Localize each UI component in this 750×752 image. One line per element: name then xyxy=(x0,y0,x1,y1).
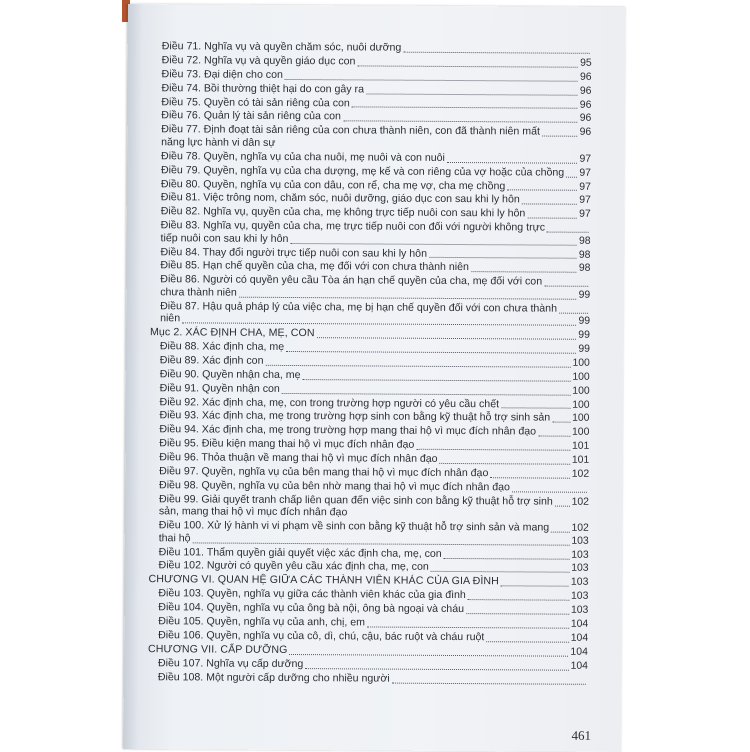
toc-page-number: 104 xyxy=(570,646,589,658)
toc-entry-title: niên xyxy=(160,312,181,325)
toc-entry-title: Điều 106. Quyền, nghĩa vụ của cô, dì, chú, cậu, bác ruột và cháu ruột xyxy=(158,629,485,644)
toc-entry-title: Điều 91. Quyền nhận con xyxy=(159,381,280,395)
toc-dot-leader xyxy=(289,654,568,657)
toc-page-number: 100 xyxy=(572,427,590,439)
toc-dot-leader xyxy=(343,121,578,123)
toc-page-number: 99 xyxy=(578,329,591,341)
toc-page-number: 100 xyxy=(572,357,590,369)
toc-entry-title: Điều 104. Quyền, nghĩa vụ của ông bà nội, ông bà ngoại và cháu xyxy=(158,601,465,616)
toc-dot-leader xyxy=(538,436,570,437)
toc-dot-leader xyxy=(522,204,578,205)
toc-page-number: 102 xyxy=(571,522,589,535)
toc-page-number: 95 xyxy=(580,57,592,69)
toc-page-number: 96 xyxy=(579,127,592,139)
toc-dot-leader xyxy=(403,52,589,54)
toc-entry-title: Điều 90. Quyền nhận cha, mẹ xyxy=(159,367,301,381)
toc-entry-title: Điều 85. Hạn chế quyền của cha, mẹ đối với con chưa thành niên xyxy=(160,259,469,274)
toc-dot-leader xyxy=(282,393,571,396)
toc-entry-title: tiếp nuôi con sau khi ly hôn xyxy=(160,231,289,245)
toc-entry xyxy=(150,300,590,317)
page-number: 461 xyxy=(571,727,592,743)
toc-page-number: 102 xyxy=(571,468,590,480)
toc-entry-title: Điều 99. Giải quyết tranh chấp liên quan đến việc sinh con bằng kỹ thuật hỗ trợ sinh xyxy=(158,493,553,508)
toc-entry-title: CHƯƠNG VI. QUAN HỆ GIỮA CÁC THÀNH VIÊN KHÁC CỦA GIA ĐÌNH xyxy=(148,573,499,588)
toc-entry-title: Điều 78. Quyền, nghĩa vụ của cha nuôi, mẹ nuôi và con nuôi xyxy=(161,149,445,164)
toc-entry-title: Điều 89. Xác định con xyxy=(159,354,264,367)
toc-page-number: 96 xyxy=(579,85,592,97)
toc-dot-leader xyxy=(367,626,569,628)
toc-page-number: 103 xyxy=(571,535,589,547)
toc-dot-leader xyxy=(486,641,568,643)
toc-entry-title: thai hộ xyxy=(158,531,191,545)
toc-page-number: 103 xyxy=(571,590,589,603)
toc-page-number: 101 xyxy=(571,454,590,466)
toc-dot-leader xyxy=(429,257,577,259)
toc-dot-leader xyxy=(357,65,578,67)
toc-dot-leader xyxy=(542,136,578,137)
toc-page-number: 100 xyxy=(572,371,590,383)
toc-dot-leader xyxy=(547,232,589,233)
toc-dot-leader xyxy=(551,532,569,533)
toc-entry-title: Điều 103. Quyền, nghĩa vụ giữa các thành viên khác của gia đình xyxy=(158,587,466,602)
toc-page-number: 104 xyxy=(570,618,589,630)
toc-dot-leader xyxy=(447,162,578,164)
toc-page-number: 97 xyxy=(579,153,592,165)
toc-entry-title: Điều 93. Xác định cha, mẹ trong trường hợp sinh con bằng kỹ thuật hỗ trợ sinh sản xyxy=(159,409,551,425)
toc-entry-title: Điều 80. Quyền, nghĩa vụ của con dâu, con rể, cha mẹ vợ, cha mẹ chồng xyxy=(160,177,506,192)
toc-page-number: 97 xyxy=(579,167,592,179)
toc-dot-leader xyxy=(544,286,588,287)
toc-entry-title: Điều 86. Người có quyền yêu cầu Tòa án hạn chế quyền của cha, mẹ đối với con xyxy=(160,273,543,288)
toc-dot-leader xyxy=(507,190,577,191)
toc-dot-leader xyxy=(501,408,570,409)
toc-entry-title: Điều 100. Xử lý hành vi vi phạm về sinh con bằng kỹ thuật hỗ trợ sinh sản và mang xyxy=(158,519,550,534)
toc-page-number: 103 xyxy=(571,563,589,575)
toc-entry-title: Điều 105. Quyền, nghĩa vụ của anh, chị, em xyxy=(158,615,365,629)
toc-dot-leader xyxy=(431,571,569,573)
toc-entry-title: Điều 101. Thẩm quyền giải quyết việc xác định cha, mẹ, con xyxy=(158,545,442,560)
toc-entry-title: Điều 97. Quyền, nghĩa vụ của bên mang thai hộ vì mục đích nhân đạo xyxy=(159,465,489,480)
toc-entry-title: Điều 77. Định đoạt tài sản riêng của con chưa thành niên, con đã thành niên mất xyxy=(161,123,540,138)
toc-page-number: 104 xyxy=(570,632,589,644)
toc-dot-leader xyxy=(239,296,577,299)
toc-page-number: 97 xyxy=(579,181,591,193)
toc-dot-leader xyxy=(290,243,577,246)
toc-page-number: 100 xyxy=(572,413,590,425)
toc-dot-leader xyxy=(501,586,569,587)
toc-entry-title: Điều 87. Hậu quả pháp lý của việc cha, mẹ bị hạn chế quyền đối với con chưa thành xyxy=(160,299,558,315)
toc-dot-leader xyxy=(440,463,570,465)
toc-entry xyxy=(148,671,588,688)
toc-page-number: 96 xyxy=(579,71,592,83)
toc-entry-title: CHƯƠNG VII. CẤP DƯỠNG xyxy=(148,642,288,656)
toc-page-number: 99 xyxy=(578,315,591,328)
toc-page-number: 99 xyxy=(578,343,590,355)
toc-page-number: 96 xyxy=(579,113,592,125)
toc-page-number: 103 xyxy=(570,577,589,589)
toc-entry-title: Điều 108. Một người cấp dưỡng cho nhiều người xyxy=(157,670,390,685)
toc-entry-title: Điều 96. Thỏa thuận về mang thai hộ vì mục đích nhân đạo xyxy=(159,451,438,466)
toc-entry-title: Điều 79. Quyền, nghĩa vụ của cha dượng, mẹ kế và con riêng của vợ hoặc của chồng xyxy=(160,163,565,179)
toc-page-number: 102 xyxy=(571,496,589,508)
toc-entry-title: Điều 92. Xác định cha, mẹ, con trong trường hợp người có yêu cầu chết xyxy=(159,395,500,410)
toc-entry-title: Điều 81. Việc trông nom, chăm sóc, nuôi dưỡng, giáo dục con sau khi ly hôn xyxy=(160,191,520,206)
toc-entry-title: Điều 94. Xác định cha, mẹ trong trường hợp mang thai hộ vì mục đích nhân đạo xyxy=(159,423,537,438)
toc-dot-leader xyxy=(471,271,577,273)
toc-entry-title: năng lực hành vi dân sự xyxy=(161,136,276,149)
toc-dot-leader xyxy=(527,218,577,219)
toc-entry-title: Điều 107. Nghĩa vụ cấp dưỡng xyxy=(157,656,304,670)
toc-dot-leader xyxy=(265,365,570,368)
toc-entry-title: Điều 84. Thay đổi người trực tiếp nuôi con sau khi ly hôn xyxy=(160,245,428,260)
toc-entry-title: Điều 76. Quản lý tài sản riêng của con xyxy=(161,109,341,123)
toc-entry-title: Điều 75. Quyền có tài sản riêng của con xyxy=(161,95,350,109)
toc-dot-leader xyxy=(392,682,586,684)
toc-entry-title: Điều 73. Đại diện cho con xyxy=(161,67,283,81)
toc-dot-leader xyxy=(512,491,587,492)
toc-page-number: 97 xyxy=(579,195,591,207)
toc-dot-leader xyxy=(193,542,570,545)
toc-dot-leader xyxy=(559,312,588,313)
toc-page-number: 98 xyxy=(578,249,591,261)
toc-page-number: 96 xyxy=(579,99,592,111)
toc-dot-leader xyxy=(555,505,570,506)
toc-entry-title: chưa thành niên xyxy=(160,286,237,299)
toc-entry xyxy=(149,519,589,536)
toc-dot-leader xyxy=(416,449,570,451)
toc-dot-leader xyxy=(286,351,576,354)
toc-dot-leader xyxy=(468,599,569,601)
toc-dot-leader xyxy=(490,477,569,478)
toc-page-number: 98 xyxy=(578,263,591,275)
toc-dot-leader xyxy=(302,379,570,382)
toc-entry-title: Điều 82. Nghĩa vụ, quyền của cha, mẹ không trực tiếp nuôi con sau khi ly hôn xyxy=(160,205,526,220)
toc-entry-title: Điều 98. Quyền, nghĩa vụ của bên nhờ mang thai hộ vì mục đích nhân đạo xyxy=(159,479,510,494)
toc-entry-title: Điều 95. Điều kiện mang thai hộ vì mục đích nhân đạo xyxy=(159,437,415,452)
book-page xyxy=(123,4,626,752)
table-of-contents xyxy=(148,40,592,687)
toc-page-number: 100 xyxy=(572,385,590,397)
toc-entry-title: Điều 72. Nghĩa vụ và quyền giáo dục con xyxy=(161,54,356,68)
toc-page-number: 100 xyxy=(572,399,590,411)
toc-entry-title: Mục 2. XÁC ĐỊNH CHA, MẸ, CON xyxy=(149,326,315,340)
toc-dot-leader xyxy=(444,557,570,559)
toc-dot-leader xyxy=(366,93,578,95)
toc-entry-title: Điều 102. Người có quyền yêu cầu xác định cha, mẹ, con xyxy=(158,559,429,574)
toc-page-number: 97 xyxy=(579,209,591,221)
toc-page-number: 104 xyxy=(570,660,588,672)
toc-entry-title: Điều 71. Nghĩa vụ và quyền chăm sóc, nuôi dưỡng xyxy=(161,40,402,54)
toc-entry-title: sản, mang thai hộ vì mục đích nhân đạo xyxy=(158,505,348,519)
toc-entry-title: Điều 74. Bồi thường thiệt hại do con gây ra xyxy=(161,81,365,96)
toc-dot-leader xyxy=(317,337,577,340)
toc-page-number: 101 xyxy=(571,440,590,453)
toc-dot-leader xyxy=(466,613,569,615)
toc-dot-leader xyxy=(566,176,577,177)
toc-dot-leader xyxy=(352,107,578,109)
toc-page-number: 98 xyxy=(578,235,591,247)
toc-page-number: 103 xyxy=(571,549,589,561)
toc-dot-leader xyxy=(182,322,576,325)
toc-entry-title: Điều 88. Xác định cha, mẹ xyxy=(159,340,285,353)
toc-page-number: 103 xyxy=(570,604,589,616)
toc-page-number: 99 xyxy=(578,289,591,301)
toc-entry-title: Điều 83. Nghĩa vụ, quyền của cha, mẹ trực tiếp nuôi con đối với người không trực xyxy=(160,219,546,234)
toc-dot-leader xyxy=(285,79,578,82)
toc-dot-leader xyxy=(552,422,570,423)
toc-dot-leader xyxy=(305,668,568,671)
